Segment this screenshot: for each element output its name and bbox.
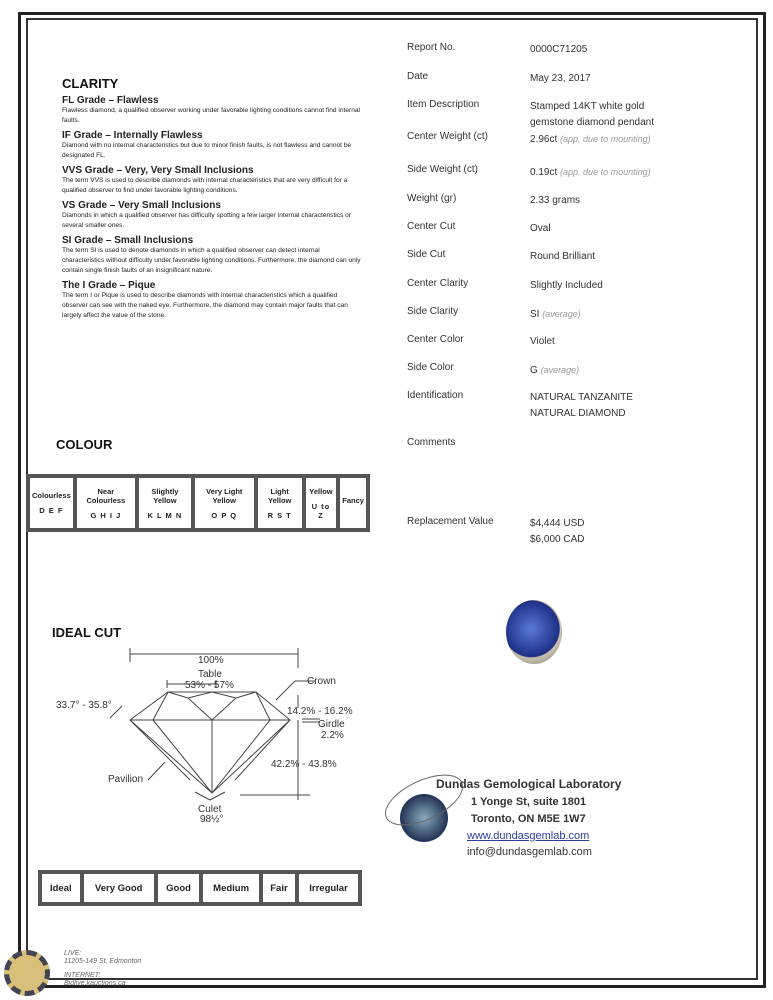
diameter-label: 100% — [198, 655, 224, 666]
table-range: 53% - 57% — [185, 680, 234, 691]
clarity-section — [62, 76, 362, 321]
report-value — [530, 362, 579, 379]
colour-cell — [258, 478, 302, 528]
report-value-main: 0000C71205 — [530, 44, 588, 55]
report-label: Center Weight (ct) — [407, 131, 488, 142]
report-label: Center Cut — [407, 221, 456, 232]
clarity-grade-heading: The I Grade – Pique — [62, 280, 156, 291]
report-value-note: (average) — [540, 365, 580, 375]
report-value-main: 2.96ct — [530, 134, 558, 145]
lab-address-2: Toronto, ON M5E 1W7 — [471, 813, 586, 825]
culet-value: 98½° — [200, 814, 224, 825]
report-value — [530, 516, 584, 548]
report-value — [530, 99, 654, 131]
lab-website-link[interactable]: www.dundasgemlab.com — [467, 830, 590, 842]
colour-cell — [306, 478, 337, 528]
kastner-auctions-logo — [4, 950, 50, 996]
colour-scale-table — [26, 474, 370, 532]
report-value-main: Slightly Included — [530, 280, 603, 291]
colour-cell — [30, 478, 73, 528]
report-label: Side Color — [407, 362, 454, 373]
report-value-main: NATURAL TANZANITE — [530, 392, 633, 403]
report-value-note: (app. due to mounting) — [560, 167, 651, 177]
auction-watermark — [64, 950, 141, 988]
lab-hologram-seal — [378, 760, 468, 850]
colour-cell — [195, 478, 254, 528]
report-value — [530, 71, 591, 87]
report-value — [530, 306, 581, 323]
report-value-main: Round Brilliant — [530, 251, 596, 262]
report-value — [530, 193, 580, 209]
report-label: Side Weight (ct) — [407, 164, 478, 175]
colour-grades: U to Z — [311, 501, 331, 520]
report-value — [530, 334, 555, 350]
report-label: Report No. — [407, 42, 456, 53]
cut-grade-cell: Fair — [263, 874, 295, 902]
crown-height: 14.2% - 16.2% — [287, 706, 353, 717]
girdle-value: 2.2% — [321, 730, 344, 741]
report-value-main: Violet — [530, 336, 555, 347]
report-value-main: SI — [530, 309, 540, 320]
report-value-main: May 23, 2017 — [530, 73, 591, 84]
clarity-grade-heading: FL Grade – Flawless — [62, 95, 159, 106]
clarity-grade-text: The term SI is used to denote diamonds in which a qualified observer can detect internal characteristics without difficulty under favorable lighting conditions. Furthermore, the diamond can only contain single finish faults of an insignificant nature. — [62, 247, 361, 274]
report-label: Date — [407, 71, 429, 82]
report-label: Weight (gr) — [407, 193, 457, 204]
colour-name: Colourless — [32, 491, 71, 500]
colour-grades: K L M N — [147, 510, 183, 520]
crown-label: Crown — [307, 676, 336, 687]
clarity-grade-heading: VS Grade – Very Small Inclusions — [62, 200, 221, 211]
cut-grade-cell: Irregular — [299, 874, 358, 902]
report-label: Center Clarity — [407, 278, 469, 289]
clarity-grade-heading: IF Grade – Internally Flawless — [62, 130, 203, 141]
colour-name: Fancy — [342, 495, 364, 505]
report-label: Side Clarity — [407, 306, 459, 317]
report-value — [530, 390, 633, 422]
colour-grades: G H I J — [90, 510, 122, 520]
report-value-main: G — [530, 365, 538, 376]
cut-grade-cell: Medium — [203, 874, 259, 902]
culet-label: Culet — [198, 804, 222, 815]
colour-name: Light Yellow — [268, 486, 292, 505]
girdle-label: Girdle — [318, 719, 345, 730]
clarity-grade-heading: VVS Grade – Very, Very Small Inclusions — [62, 165, 254, 176]
cut-grade-table — [38, 870, 362, 906]
report-value — [530, 131, 651, 148]
colour-cell — [139, 478, 191, 528]
colour-name: Slightly Yellow — [151, 486, 179, 505]
lab-address-1: 1 Yonge St, suite 1801 — [471, 796, 587, 808]
colour-title: COLOUR — [56, 437, 113, 452]
report-value — [530, 164, 651, 181]
clarity-grade-text: Diamond with no internal characteristics but due to minor finish faults, is not flawless and cannot be designated FL. — [62, 142, 352, 159]
cut-grade-cell: Very Good — [84, 874, 154, 902]
clarity-title: CLARITY — [62, 76, 119, 91]
colour-cell — [77, 478, 135, 528]
clarity-grade-text: Diamonds in which a qualified observer has difficulty spotting a few larger internal characteristics or several smaller ones. — [62, 212, 352, 229]
crown-angle: 33.7° - 35.8° — [56, 700, 112, 711]
report-label: Identification — [407, 390, 464, 401]
colour-name: Near Colourless — [86, 486, 126, 505]
clarity-grade-text: The term VVS is used to describe diamonds with internal characteristics that are very difficult for a qualified observer to find under favorable lighting conditions. — [62, 177, 348, 194]
report-label: Center Color — [407, 334, 464, 345]
colour-cell — [340, 478, 366, 528]
report-value-main: Oval — [530, 223, 551, 234]
report-value — [530, 221, 551, 237]
report-value-note: (app. due to mounting) — [560, 134, 651, 144]
report-label: Side Cut — [407, 249, 446, 260]
colour-name: Very Light Yellow — [206, 486, 243, 505]
report-value — [530, 278, 603, 294]
lab-name: Dundas Gemological Laboratory — [436, 777, 622, 791]
report-value — [530, 42, 587, 58]
pendant-photo — [506, 600, 562, 664]
report-value-main: 2.33 grams — [530, 195, 581, 206]
pavilion-depth: 42.2% - 43.8% — [271, 759, 337, 770]
report-label: Item Description — [407, 99, 480, 110]
report-value-main: Stamped 14KT white gold — [530, 101, 645, 112]
clarity-grade-text: Flawless diamond, a qualified observer working under favorable lighting conditions cannot find internal faults. — [62, 107, 360, 124]
cut-grade-cell: Ideal — [42, 874, 80, 902]
table-label: Table — [198, 669, 222, 680]
ideal-cut-title: IDEAL CUT — [52, 625, 122, 640]
colour-name: Yellow — [309, 486, 333, 496]
internet-label: INTERNET: — [64, 972, 101, 979]
report-value-note: (average) — [542, 309, 581, 319]
live-address: 11205-149 St. Edmonton — [64, 958, 142, 965]
clarity-grade-text: The term I or Pique is used to describe diamonds with internal characteristics which a qualified observer can see with the naked eye. Furthermore, the diamond may contain major faults that can largely affect the value of the stone. — [62, 292, 348, 319]
colour-grades: O P Q — [211, 510, 238, 520]
pavilion-label: Pavilion — [108, 774, 144, 785]
lab-email: info@dundasgemlab.com — [467, 846, 592, 858]
colour-grades: R S T — [267, 510, 292, 520]
report-label: Replacement Value — [407, 516, 494, 527]
live-label: LIVE: — [64, 950, 82, 957]
report-value-second: NATURAL DIAMOND — [530, 408, 626, 419]
clarity-grade-heading: SI Grade – Small Inclusions — [62, 235, 194, 246]
report-value-main: $4,444 USD — [530, 518, 585, 529]
internet-url: Bidlive.kauctions.ca — [64, 980, 126, 987]
report-value-main: 0.19ct — [530, 167, 558, 178]
report-label: Comments — [407, 437, 456, 448]
report-value — [530, 249, 595, 265]
cut-grade-cell: Good — [158, 874, 200, 902]
colour-grades: D E F — [39, 506, 64, 515]
report-value-second: gemstone diamond pendant — [530, 117, 654, 128]
report-value-second: $6,000 CAD — [530, 534, 585, 545]
diamond-cut-diagram — [40, 640, 370, 830]
